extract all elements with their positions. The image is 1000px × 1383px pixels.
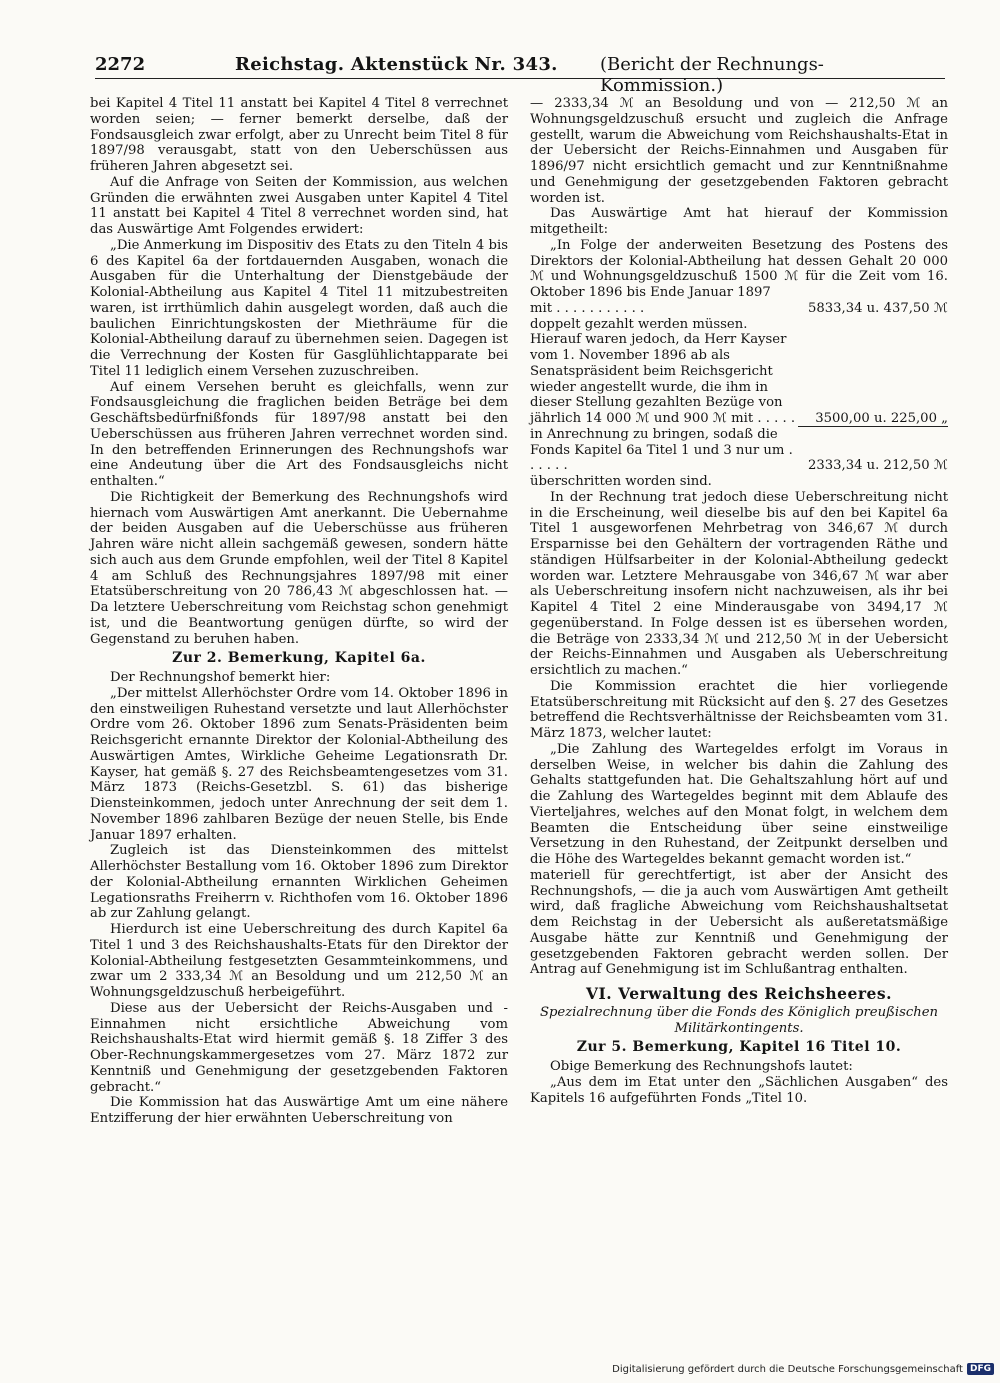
quote-paragraph: „In Folge der anderweiten Besetzung des Postens des Direktors der Kolonial-Abtheilung hat dessen Gehalt 20 000 ℳ und Wohnungsgeldzuschuß 1500 ℳ für die Zeit vom 16. Oktober 1896 bis Ende Januar 1897 (530, 237, 948, 300)
paragraph: Die Kommission erachtet die hier vorliegende Etatsüberschreitung mit Rücksicht auf den §. 27 des Gesetzes betreffend die Rechtsverhältnisse der Reichsbeamten vom 31. März 1873, welcher lautet: (530, 678, 948, 741)
page-header (95, 52, 945, 96)
page-title: Reichstag. Aktenstück Nr. 343. (235, 54, 558, 75)
quote-paragraph: „Der mittelst Allerhöchster Ordre vom 14. Oktober 1896 in den einstweiligen Ruhestand versetzte und laut Allerhöchster Ordre vom 26. Oktober 1896 zum Senats-Präsidenten beim Reichsgericht ernannte Direktor der Kolonial-Abtheilung des Auswärtigen Amtes, Wirkliche Geheime Legationsrath Dr. Kayser, hat gemäß §. 27 des Reichsbeamtengesetzes vom 31. März 1873 (Reichs-Gesetzbl. S. 61) das bisherige Diensteinkommen, jedoch unter Anrechnung der seit dem 1. November 1896 zahlbaren Bezüge der neuen Stelle, bis Ende Januar 1897 erhalten. (90, 685, 508, 843)
table-row (530, 317, 948, 427)
right-column (530, 96, 948, 1106)
footer (612, 1363, 994, 1375)
page-subtitle: (Bericht der Rechnungs-Kommission.) (600, 54, 824, 96)
paragraph: materiell für gerechtfertigt, ist aber der Ansicht des Rechnungshofs, — die ja auch vom Auswärtigen Amt getheilt wird, daß fragliche Abweichung vom Reichshaushaltsetat dem Reichstag in der Uebersicht als außeretatsmäßige Ausgabe hätte zur Kenntniß und Genehmigung der gesetzgebenden Faktoren gebracht werden sollen. Der Antrag auf Genehmigung ist im Schlußantrag enthalten. (530, 867, 948, 978)
page-number: 2272 (95, 54, 146, 75)
quote-paragraph: Auf einem Versehen beruht es gleichfalls, wenn zur Fondsausgleichung die fraglichen beiden Beträge bei dem Geschäftsbedürfnißfonds für 1897/98 anstatt bei den Ueberschüssen aus früheren Jahren verrechnet worden sind. In den betreffenden Erinnerungen des Rechnungshofs war eine Andeutung über die Art des Fondsausgleichs nicht enthalten.“ (90, 379, 508, 489)
paragraph: Die Kommission hat das Auswärtige Amt um eine nähere Entzifferung der hier erwähnten Ueberschreitung von (90, 1095, 508, 1126)
quote-paragraph: Diese aus der Uebersicht der Reichs-Ausgaben und -Einnahmen nicht ersichtliche Abweichung vom Reichshaushalts-Etat wird hiermit gemäß §. 18 Ziffer 3 des Ober-Rechnungskammergesetzes vom 27. März 1872 zur Kenntniß und Genehmigung der gesetzgebenden Faktoren gebracht.“ (90, 1000, 508, 1095)
amount-cell: 2333,34 u. 212,50 ℳ (798, 427, 948, 474)
table-row (530, 474, 948, 490)
paragraph: bei Kapitel 4 Titel 11 anstatt bei Kapitel 4 Titel 8 verrechnet worden seien; — ferner bemerkt derselbe, daß der Fondsausgleich zwar erfolgt, aber zu Unrecht beim Titel 8 für 1897/98 verausgabt, statt von den Ueberschüssen aus früheren Jahren abgesetzt sei. (90, 96, 508, 174)
funding-note: Digitalisierung gefördert durch die Deutsche Forschungsgemeinschaft (612, 1363, 963, 1375)
table-row (530, 427, 948, 474)
table-row (530, 301, 948, 317)
quote-paragraph: „Die Anmerkung im Dispositiv des Etats zu den Titeln 4 bis 6 des Kapitel 6a der fortdauernden Ausgaben, wonach die Ausgaben für die Unterhaltung der Dienstgebäude der Kolonial-Abtheilung aus Kapitel 4 Titel 11 mitzubestreiten waren, ist irrthümlich dahin ausgelegt worden, daß auch die baulichen Einrichtungskosten der Miethräume für die Kolonial-Abtheilung darauf zu übernehmen seien. Dagegen ist die Verrechnung der Kosten für Gasglühlichtapparate bei Titel 11 lediglich einem Versehen zuzuschreiben. (90, 237, 508, 379)
sub-heading: Spezialrechnung über die Fonds des Königlich preußischen Militärkontingents. (539, 1004, 939, 1036)
section-heading: Zur 5. Bemerkung, Kapitel 16 Titel 10. (576, 1039, 902, 1056)
paragraph: — 2333,34 ℳ an Besoldung und von — 212,50 ℳ an Wohnungsgeldzuschuß ersucht und zugleich die Anfrage gestellt, warum die Abweichung vom Reichshaushalts-Etat in der Uebersicht der Reichs-Einnahmen und Ausgaben für 1896/97 nicht ersichtlich gemacht und zur Kenntnißnahme und Genehmigung der gesetzgebenden Faktoren gebracht worden ist. (530, 96, 948, 206)
table-cell: in Anrechnung zu bringen, sodaß die Fonds Kapitel 6a Titel 1 und 3 nur um . . . . . . (530, 426, 793, 474)
dfg-logo-icon: DFG (967, 1363, 994, 1375)
quote-paragraph: „Die Zahlung des Wartegeldes erfolgt im Voraus in derselben Weise, in welcher bis dahin die Zahlung des Gehalts stattgefunden hat. Die Gehaltszahlung hört auf und die Zahlung des Wartegeldes beginnt mit dem Ablaufe des Vierteljahres, welches auf den Monat folgt, in welchem dem Beamten die Entscheidung über seine einstweilige Versetzung in den Ruhestand, der Zeitpunkt derselben und die Höhe des Wartegeldes bekannt gemacht worden ist.“ (530, 741, 948, 867)
section-heading: Zur 2. Bemerkung, Kapitel 6a. (172, 650, 426, 667)
paragraph: Obige Bemerkung des Rechnungshofs lautet: (550, 1059, 853, 1074)
quote-paragraph: „Aus dem im Etat unter den „Sächlichen Ausgaben“ des Kapitels 16 aufgeführten Fonds „Titel 10. (530, 1074, 948, 1106)
table-cell: doppelt gezahlt werden müssen. Hierauf waren jedoch, da Herr Kayser vom 1. November 1896 ab als Senatspräsident beim Reichsgericht wieder angestellt wurde, die ihm in dieser Stellung gezahlten Bezüge von jährlich 14 000 ℳ und 900 ℳ mit . . . . . (530, 316, 796, 426)
quote-paragraph: In der Rechnung trat jedoch diese Ueberschreitung nicht in die Erscheinung, weil dieselbe bis auf den bei Kapitel 6a Titel 1 ausgeworfenen Mehrbetrag von 346,67 ℳ durch Ersparnisse bei den Gehältern der vortragenden Räthe und ständigen Hülfsarbeiter in der Kolonial-Abtheilung gedeckt worden war. Letztere Mehrausgabe von 346,67 ℳ war aber als Ueberschreitung insofern nicht nachzuweisen, als ihr bei Kapitel 4 Titel 2 eine Minderausgabe von 3494,17 ℳ gegenüberstand. In Folge dessen ist es übersehen worden, die Beträge von 2333,34 ℳ und 212,50 ℳ in der Uebersicht der Reichs-Einnahmen und Ausgaben als Ueberschreitung ersichtlich zu machen.“ (530, 489, 948, 678)
table-cell: mit . . . . . . . . . . . (530, 300, 645, 316)
left-column (90, 96, 508, 1127)
calculation-table (530, 301, 948, 490)
amount-cell: 5833,34 u. 437,50 ℳ (807, 300, 948, 316)
table-cell: überschritten worden sind. (530, 474, 712, 489)
paragraph: Das Auswärtige Amt hat hierauf der Kommission mitgetheilt: (530, 206, 948, 237)
quote-paragraph: Hierdurch ist eine Ueberschreitung des durch Kapitel 6a Titel 1 und 3 des Reichshaushalts-Etats für den Direktor der Kolonial-Abtheilung festgesetzten Gesammteinkommens, und zwar um 2 333,34 ℳ an Besoldung und um 212,50 ℳ an Wohnungsgeldzuschuß herbeigeführt. (90, 922, 508, 1000)
paragraph: Auf die Anfrage von Seiten der Kommission, aus welchen Gründen die erwähnten zwei Ausgaben unter Kapitel 4 Titel 11 anstatt bei Kapitel 4 Titel 8 verrechnet worden sind, hat das Auswärtige Amt Folgendes erwidert: (90, 174, 508, 237)
quote-paragraph: Zugleich ist das Diensteinkommen des mittelst Allerhöchster Bestallung vom 16. Oktober 1896 zum Direktor der Kolonial-Abtheilung ernannten Wirklichen Geheimen Legationsraths Freiherrn v. Richthofen vom 16. Oktober 1896 ab zur Zahlung gelangt. (90, 843, 508, 922)
paragraph: Die Richtigkeit der Bemerkung des Rechnungshofs wird hiernach vom Auswärtigen Amt anerkannt. Die Uebernahme der beiden Ausgaben auf die Ueberschüsse aus früheren Jahren wäre nicht allein sachgemäß gewesen, sondern hätte sich auch aus dem Grunde empfohlen, weil der Titel 8 Kapitel 4 am Schluß des Rechnungsjahres 1897/98 mit einer Etatsüberschreitung von 20 786,43 ℳ abgeschlossen hat. — Da letztere Ueberschreitung vom Reichstag schon genehmigt ist, und die Beantwortung genügen dürfte, so wird der Gegenstand zu beruhen haben. (90, 489, 508, 647)
section-heading: VI. Verwaltung des Reichsheeres. (586, 984, 892, 1003)
paragraph: Der Rechnungshof bemerkt hier: (110, 670, 331, 685)
amount-cell: 3500,00 u. 225,00 „ (815, 410, 948, 426)
